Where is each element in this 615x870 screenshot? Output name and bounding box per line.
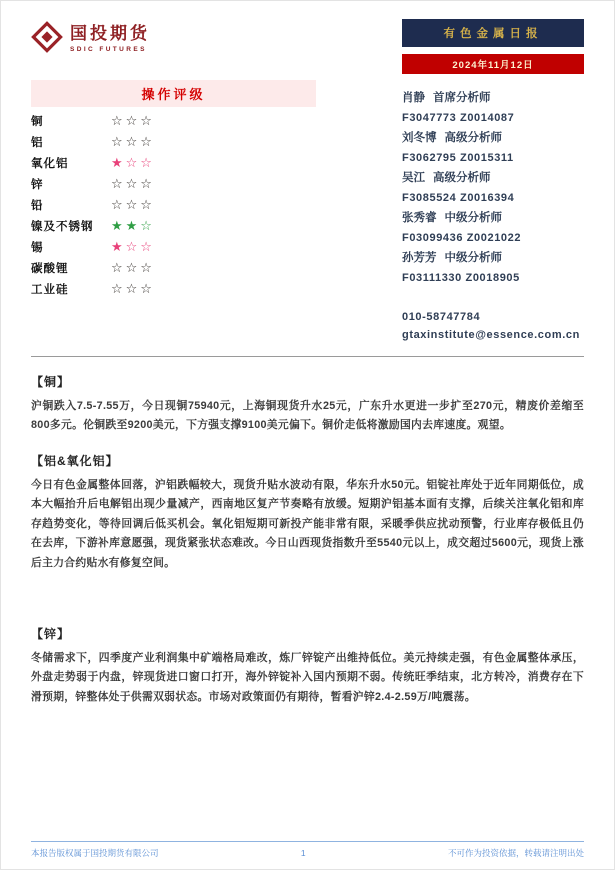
metal-label: 氧化铝 — [31, 157, 69, 170]
analyst-codes: F3085524 Z0016394 — [402, 192, 515, 204]
star-rating: ☆☆☆ — [111, 134, 155, 149]
metal-label: 铅 — [31, 199, 44, 212]
analyst-name-title — [402, 248, 584, 268]
metal-label: 碳酸锂 — [31, 262, 69, 275]
analyst-name-title — [402, 168, 584, 188]
sdic-logo-icon — [31, 19, 63, 53]
report-header — [31, 19, 584, 74]
section-aluminum-alumina — [31, 452, 584, 573]
analyst-title: 高级分析师 — [433, 172, 491, 184]
footer-copyright: 本报告版权属于国投期货有限公司 — [31, 848, 159, 858]
metal-label: 锡 — [31, 241, 44, 254]
analyst-codes: F03099436 Z0021022 — [402, 232, 522, 244]
report-date: 2024年11月12日 — [402, 54, 584, 74]
analyst-name: 孙芳芳 — [402, 252, 437, 264]
metal-label: 锌 — [31, 178, 44, 191]
star-rating: ☆☆☆ — [111, 260, 155, 275]
contact-block — [402, 308, 584, 344]
rating-row-zinc — [31, 176, 316, 191]
analyst-name: 肖静 — [402, 92, 425, 104]
star-rating: ☆☆☆ — [111, 281, 155, 296]
ratings-title: 操作评级 — [31, 80, 316, 107]
section-copper — [31, 373, 584, 436]
section-body: 今日有色金属整体回落，沪铝跌幅较大，现货升贴水波动有限，华东升水50元。铝锭社库处于近年同期低位，成本大幅抬升后电解铝出现少量减产，西南地区复产节奏略有放缓。短期沪铝基本面有支撑，后续关注氧化铝和库存趋势变化，等待回调后低买机会。氧化铝短期可新投产能非常有限，采暖季供应扰动预警，行业库存极低且仍在去库，下游补库意愿强，现货紧张状态难改。今日山西现货指数升至5540元以上，成交超过5600元，现货上涨后主力合约贴水有修复空间。 — [31, 478, 584, 569]
brand-text — [70, 19, 150, 53]
metal-label: 铝 — [31, 136, 44, 149]
analyst-title: 首席分析师 — [433, 92, 491, 104]
rating-row-alumina — [31, 155, 316, 170]
header-body-divider — [31, 356, 584, 357]
analyst-title: 中级分析师 — [444, 212, 502, 224]
analyst-entry — [402, 208, 584, 248]
analyst-codes: F3047773 Z0014087 — [402, 112, 515, 124]
info-area — [31, 80, 584, 344]
analyst-codes: F3062795 Z0015311 — [402, 152, 514, 164]
analyst-name: 刘冬博 — [402, 132, 437, 144]
analyst-entry — [402, 248, 584, 288]
analyst-codes: F03111330 Z0018905 — [402, 272, 520, 284]
analyst-title: 中级分析师 — [444, 252, 502, 264]
brand-name: 国投期货 — [70, 24, 150, 43]
analyst-name: 吴江 — [402, 172, 425, 184]
rating-row-nickel — [31, 218, 316, 233]
section-body: 冬储需求下，四季度产业利润集中矿端格局难改，炼厂锌锭产出维持低位。美元持续走强，有色金属整体承压，外盘走势弱于内盘，锌现货进口窗口打开，海外锌锭补入国内预期不弱。传统旺季结束，北方转冷，消费存在下滑预期，锌整体处于供需双弱状态。市场对政策面仍有期待，暂看沪锌2.4-2.59万/吨震荡。 — [31, 651, 584, 703]
rating-row-silicon — [31, 281, 316, 296]
analyst-name-title — [402, 128, 584, 148]
report-title-block — [402, 19, 584, 74]
analyst-name: 张秀睿 — [402, 212, 437, 224]
page-number: 1 — [300, 848, 306, 858]
star-rating: ★★☆ — [111, 218, 155, 233]
analyst-entry — [402, 168, 584, 208]
star-rating: ★☆☆ — [111, 239, 155, 254]
section-heading: 【铝&氧化铝】 — [31, 453, 119, 468]
rating-row-lithium — [31, 260, 316, 275]
star-rating: ★☆☆ — [111, 155, 155, 170]
rating-row-lead — [31, 197, 316, 212]
rating-row-copper — [31, 113, 316, 128]
analyst-entry — [402, 128, 584, 168]
metal-label: 镍及不锈钢 — [31, 220, 94, 233]
contact-phone: 010-58747784 — [402, 311, 481, 323]
analyst-title: 高级分析师 — [444, 132, 502, 144]
rating-row-tin — [31, 239, 316, 254]
analyst-entry — [402, 88, 584, 128]
metal-label: 工业硅 — [31, 283, 69, 296]
section-zinc — [31, 625, 584, 707]
section-heading: 【铜】 — [31, 375, 71, 389]
ratings-panel — [31, 80, 316, 344]
section-heading: 【锌】 — [31, 626, 71, 641]
section-body: 沪铜跌入7.5-7.55万，今日现铜75940元，上海铜现货升水25元，广东升水更进一步扩至270元，精废价差缩至800多元。伦铜跌至9200美元，下方强支撑9100美元偏下。铜价走低将激励国内去库速度。观望。 — [31, 400, 584, 432]
analysts-panel — [402, 80, 584, 344]
analyst-name-title — [402, 88, 584, 108]
page-footer — [31, 841, 584, 859]
metal-label: 铜 — [31, 115, 44, 128]
footer-disclaimer: 不可作为投资依据，转载请注明出处 — [447, 848, 584, 858]
star-rating: ☆☆☆ — [111, 113, 155, 128]
report-title: 有色金属日报 — [402, 19, 584, 47]
star-rating: ☆☆☆ — [111, 176, 155, 191]
brand-logo — [31, 19, 150, 53]
rating-row-aluminum — [31, 134, 316, 149]
star-rating: ☆☆☆ — [111, 197, 155, 212]
analyst-name-title — [402, 208, 584, 228]
contact-email: gtaxinstitute@essence.com.cn — [402, 329, 580, 341]
brand-subtitle: SDIC FUTURES — [70, 46, 147, 53]
